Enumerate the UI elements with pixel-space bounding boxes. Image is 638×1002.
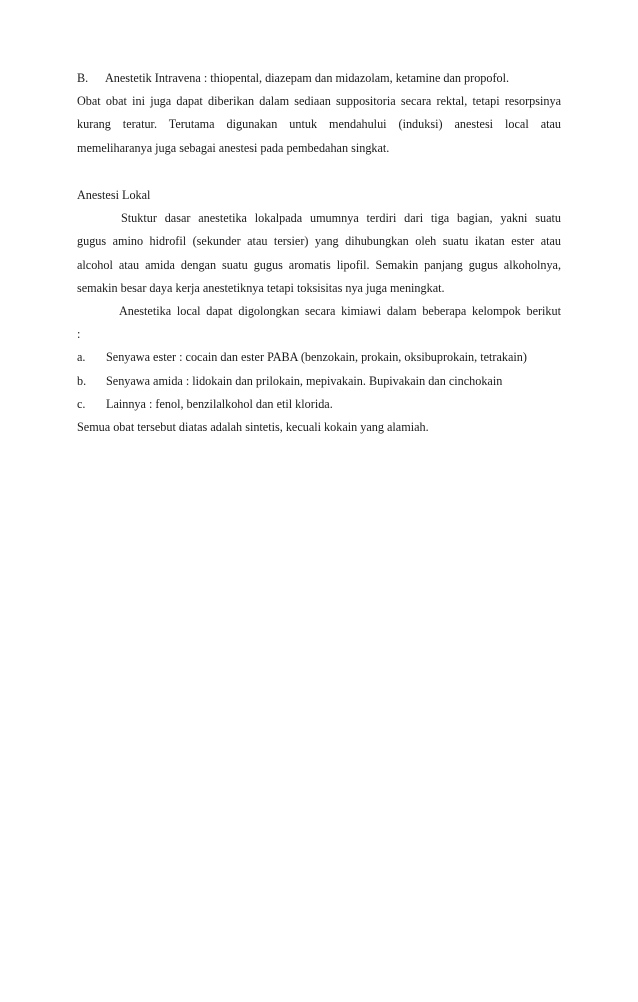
section-b-line-1: Obat obat ini juga dapat diberikan dalam sediaan suppositoria secara rektal, tetapi resorpsinya: [77, 94, 561, 109]
list-text-a: Senyawa ester : cocain dan ester PABA (benzokain, prokain, oksibuprokain, tetrakain): [106, 350, 527, 365]
para2-line-1: Anestetika local dapat digolongkan secara kimiawi dalam beberapa kelompok berikut: [119, 303, 561, 318]
section-b-line-3: memeliharanya juga sebagai anestesi pada pembedahan singkat.: [77, 140, 390, 155]
section-b-label: B.: [77, 71, 89, 85]
list-label-b: b.: [77, 373, 87, 388]
list-item-a: [77, 346, 561, 369]
closing-sentence: Semua obat tersebut diatas adalah sintetis, kecuali kokain yang alamiah.: [77, 419, 429, 434]
list-label-c: c.: [77, 396, 86, 411]
list-label-a: a.: [77, 350, 86, 365]
section-b-title: Anestetik Intravena : thiopental, diazepam dan midazolam, ketamine dan propofol.: [105, 71, 510, 85]
section-lokal-heading: Anestesi Lokal: [77, 188, 151, 202]
para1-line-2: gugus amino hidrofil (sekunder atau tersier) yang dihubungkan oleh suatu ikatan ester atau: [77, 234, 561, 249]
para1-line-4: semakin besar daya kerja anestetiknya tetapi toksisitas nya juga meningkat.: [77, 280, 445, 295]
para2-colon: :: [77, 327, 81, 342]
list-text-c: Lainnya : fenol, benzilalkohol dan etil klorida.: [106, 396, 333, 411]
section-lokal: [77, 184, 561, 439]
para1-line-1: Stuktur dasar anestetika lokalpada umumnya terdiri dari tiga bagian, yakni suatu: [121, 211, 561, 226]
para1-line-3: alcohol atau amida dengan suatu gugus aromatis lipofil. Semakin panjang gugus alkoholnya,: [77, 257, 561, 272]
section-b-title-line: [77, 67, 561, 90]
section-b-line-2: kurang teratur. Terutama digunakan untuk mendahului (induksi) anestesi local atau: [77, 117, 561, 132]
list-text-b: Senyawa amida : lidokain dan prilokain, mepivakain. Bupivakain dan cinchokain: [106, 373, 503, 388]
section-b: [77, 67, 561, 160]
list-item-c: [77, 393, 561, 416]
list-item-b: [77, 370, 561, 393]
